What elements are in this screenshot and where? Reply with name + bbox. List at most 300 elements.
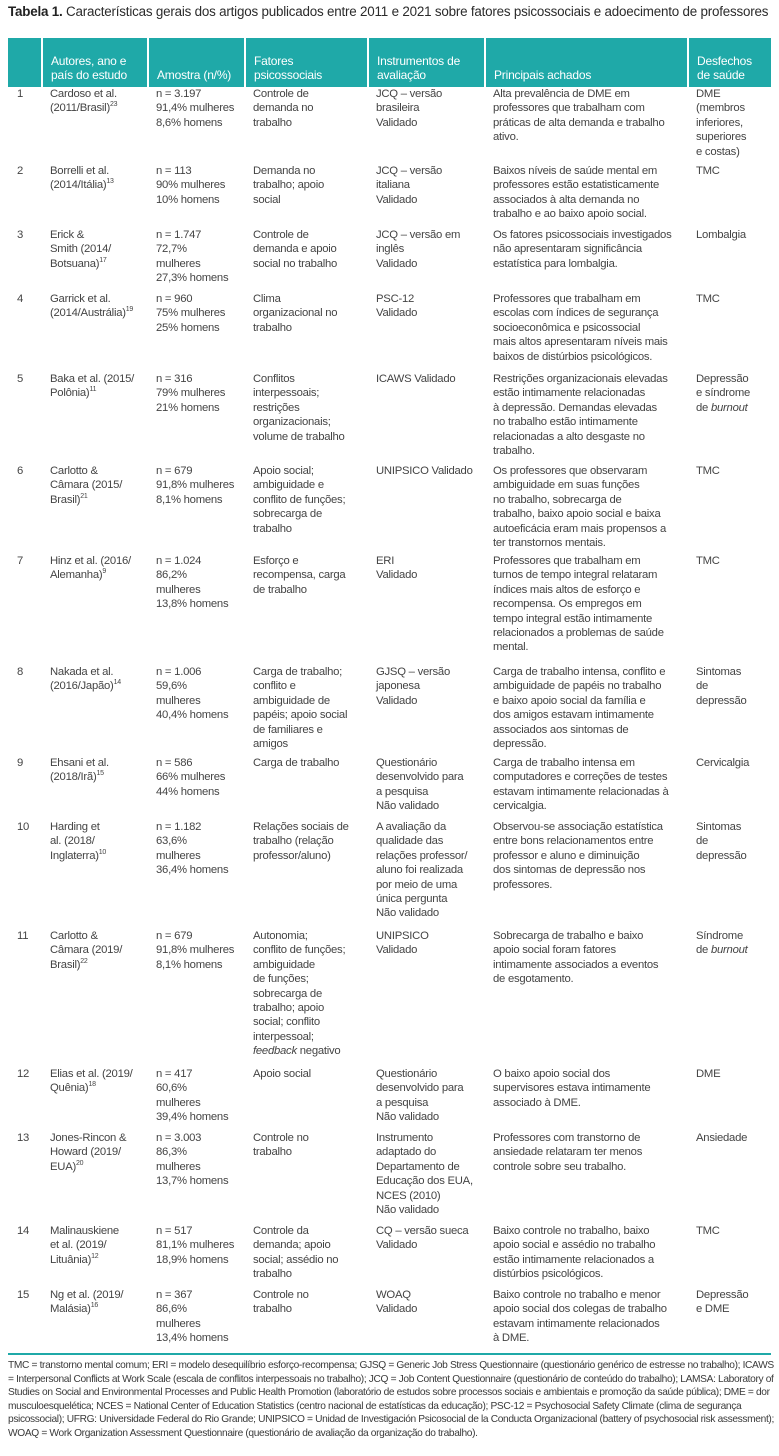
cell-line: UNIPSICO Validado — [376, 465, 473, 477]
cell-outcomes — [688, 87, 771, 164]
cell-factors — [245, 372, 368, 464]
cell-factors — [245, 554, 368, 665]
cell-line: estão intimamente relacionados a — [493, 1253, 654, 1266]
cell-line: brasileira — [376, 102, 420, 115]
cell-line: Questionário — [376, 1068, 438, 1080]
table-row — [8, 292, 771, 372]
cell-line: trabalho — [253, 1268, 292, 1281]
table-bottom-rule — [8, 1353, 771, 1355]
cell-line: por meio de uma — [376, 878, 458, 891]
cell-findings — [485, 87, 688, 164]
cell-line: Ehsani et al. — [50, 757, 109, 769]
reference-number: 16 — [90, 1302, 98, 1310]
cell-line: ICAWS Validado — [376, 373, 456, 385]
cell-authors — [42, 164, 148, 228]
cell-line: DME — [696, 88, 721, 100]
cell-line: Validado — [376, 193, 418, 206]
cell-line: Autonomia; — [253, 930, 308, 942]
cell-line: dos amigos estavam intimamente — [493, 709, 654, 722]
cell-factors — [245, 1288, 368, 1350]
cell-authors — [42, 554, 148, 665]
cell-outcomes — [688, 820, 771, 929]
cell-line: Controle da — [253, 1225, 309, 1237]
cell-line: recompensa, carga — [253, 569, 346, 582]
table-row — [8, 820, 771, 929]
cell-line: Observou-se associação estatística — [493, 821, 663, 833]
cell-line: estatística para lombalgia. — [493, 257, 618, 270]
cell-line: Ansiedade — [696, 1132, 748, 1144]
table-row — [8, 665, 771, 756]
cell-factors — [245, 1067, 368, 1131]
cell-line: única pergunta — [376, 893, 448, 906]
header-col-instruments — [368, 38, 485, 87]
header-col-outcomes — [688, 38, 771, 87]
cell-line: 8,1% homens — [156, 958, 223, 971]
cell-line: mulheres — [156, 583, 201, 596]
cell-line: JCQ – versão — [376, 165, 443, 177]
reference-number: 19 — [125, 306, 134, 314]
cell-line: Borrelli et al. — [50, 165, 110, 177]
cell-line: amigos — [253, 738, 288, 751]
cell-authors — [42, 756, 148, 820]
reference-number: 22 — [80, 957, 88, 965]
cell-line: n = 1.182 — [156, 821, 202, 833]
cell-line: Carlotto & — [50, 465, 98, 477]
cell-line: conflito de funções; — [253, 944, 346, 957]
cell-outcomes — [688, 372, 771, 464]
cell-line: Clima — [253, 293, 281, 305]
cell-line: computadores e correções de testes — [493, 771, 668, 784]
cell-line: Depressão — [696, 1289, 749, 1301]
cell-line: mulheres — [156, 1096, 201, 1109]
cell-line: Howard (2019/ — [50, 1146, 121, 1159]
cell-number: 12 — [17, 1068, 30, 1080]
table-row — [8, 1288, 771, 1350]
cell-line: Esforço e — [253, 555, 299, 567]
cell-line: 60,6% — [156, 1082, 187, 1095]
cell-line: de — [696, 680, 709, 693]
cell-outcomes — [688, 292, 771, 372]
cell-factors — [245, 228, 368, 292]
reference-number: 9 — [102, 568, 107, 576]
cell-line: demanda; apoio — [253, 1239, 331, 1252]
cell-factors — [245, 756, 368, 820]
cell-line: Lituânia)$^{12}$ — [50, 1252, 99, 1266]
cell-line: controle sobre seu trabalho. — [493, 1160, 627, 1173]
cell-line: 91,8% mulheres — [156, 479, 235, 492]
cell-line: cervicalgia. — [493, 800, 547, 813]
cell-number: 5 — [17, 373, 24, 385]
table-label: Tabela 1. — [8, 4, 63, 19]
cell-line: Jones-Rincon & — [50, 1132, 127, 1144]
cell-line: feedback negativo — [253, 1045, 341, 1058]
cell-line: 86,3% — [156, 1146, 187, 1159]
cell-outcomes — [688, 756, 771, 820]
cell-line: social no trabalho — [253, 257, 338, 270]
cell-line: trabalho e ao baixo apoio social. — [493, 208, 647, 221]
cell-line: práticas de alta demanda e trabalho — [493, 116, 665, 129]
cell-findings — [485, 372, 688, 464]
cell-instruments — [368, 929, 485, 1067]
table-row — [8, 554, 771, 665]
cell-findings — [485, 665, 688, 756]
cell-line: DME — [696, 1068, 721, 1080]
cell-line: Restrições organizacionais elevadas — [493, 373, 668, 385]
cell-line: Baixos níveis de saúde mental em — [493, 165, 658, 177]
cell-line: superiores — [696, 131, 747, 144]
cell-line: Professores que trabalham em — [493, 293, 641, 305]
cell-line: apoio social foram fatores — [493, 944, 616, 957]
cell-line: n = 316 — [156, 373, 193, 385]
cell-sample — [148, 820, 245, 929]
cell-sample — [148, 1067, 245, 1131]
cell-number: 11 — [17, 930, 29, 942]
cell-line: relações professor/ — [376, 849, 468, 862]
table-caption — [8, 3, 773, 20]
cell-instruments — [368, 464, 485, 554]
cell-instruments — [368, 1224, 485, 1288]
cell-line: Carga de trabalho — [253, 757, 340, 769]
cell-line: JCQ – versão — [376, 88, 443, 100]
cell-line: trabalho; apoio — [253, 179, 324, 192]
reference-number: 21 — [80, 492, 88, 500]
cell-line: (2011/Brasil)$^{23}$ — [50, 101, 118, 115]
cell-line: italiana — [376, 179, 410, 192]
header-col-sample — [148, 38, 245, 87]
cell-line: Nakada et al. — [50, 666, 114, 678]
cell-line: Baixo controle no trabalho, baixo — [493, 1225, 650, 1237]
cell-line: trabalho — [253, 522, 292, 535]
cell-line: Controle no — [253, 1132, 309, 1144]
header-line: Amostra (n/%) — [157, 68, 232, 82]
cell-line: n = 3.197 — [156, 88, 202, 100]
cell-line: professores estão estatisticamente — [493, 179, 660, 192]
cell-line: ansiedade relataram ter menos — [493, 1146, 643, 1159]
cell-line: Questionário — [376, 757, 438, 769]
cell-factors — [245, 87, 368, 164]
cell-line: 72,7% — [156, 243, 187, 256]
cell-number: 4 — [17, 293, 24, 305]
cell-line: socioeconômica e psicossocial — [493, 321, 641, 334]
cell-line: Não validado — [376, 800, 439, 813]
cell-instruments — [368, 372, 485, 464]
cell-line: 44% homens — [156, 785, 220, 798]
cell-line: UNIPSICO — [376, 930, 429, 942]
cell-line: n = 960 — [156, 293, 193, 305]
cell-line: n = 679 — [156, 930, 193, 942]
cell-line: demanda e apoio — [253, 243, 337, 256]
cell-line: professores que trabalham com — [493, 102, 645, 115]
table-row — [8, 1067, 771, 1131]
cell-line: Validado — [376, 116, 418, 129]
table-row — [8, 464, 771, 554]
cell-outcomes — [688, 464, 771, 554]
cell-findings — [485, 464, 688, 554]
cell-line: trabalho. — [493, 445, 535, 458]
table-title: Características gerais dos artigos publicados entre 2011 e 2021 sobre fatores psicossociais e adoecimento de professores — [62, 4, 769, 19]
table-row — [8, 1131, 771, 1224]
cell-line: japonesa — [376, 680, 420, 693]
cell-instruments — [368, 292, 485, 372]
cell-line: professor e aluno e diminuição — [493, 849, 640, 862]
cell-line: e síndrome — [696, 387, 751, 400]
cell-number: 10 — [17, 821, 30, 833]
cell-line: trabalho; apoio — [253, 1002, 324, 1015]
table-row — [8, 1224, 771, 1288]
cell-line: O baixo apoio social dos — [493, 1068, 611, 1080]
table-row — [8, 372, 771, 464]
table-row — [8, 756, 771, 820]
cell-line: Os fatores psicossociais investigados — [493, 229, 672, 241]
cell-line: conflito e — [253, 680, 296, 693]
cell-line: Validado — [376, 1239, 418, 1252]
cell-line: professores. — [493, 878, 553, 891]
cell-outcomes — [688, 1067, 771, 1131]
cell-line: (2018/Irã)$^{15}$ — [50, 770, 104, 784]
cell-line: Harding et — [50, 821, 100, 833]
cell-instruments — [368, 554, 485, 665]
cell-line: baixos de distúrbios psicológicos. — [493, 350, 653, 363]
cell-sample — [148, 87, 245, 164]
cell-line: no trabalho estão intimamente — [493, 416, 638, 429]
cell-line: Sintomas — [696, 666, 742, 678]
cell-outcomes — [688, 554, 771, 665]
cell-line: 25% homens — [156, 321, 220, 334]
cell-line: 66% mulheres — [156, 771, 226, 784]
cell-sample — [148, 228, 245, 292]
cell-factors — [245, 1131, 368, 1224]
cell-line: tempo integral estão intimamente — [493, 612, 653, 625]
cell-line: Quênia)$^{18}$ — [50, 1081, 96, 1095]
cell-line: Não validado — [376, 1204, 439, 1217]
cell-line: conflito de funções; — [253, 493, 346, 506]
cell-sample — [148, 292, 245, 372]
cell-line: relacionados a problemas de saúde — [493, 627, 664, 640]
cell-line: de burnout — [696, 401, 748, 414]
cell-line: social; assédio no — [253, 1253, 339, 1266]
cell-instruments — [368, 228, 485, 292]
cell-line: Alemanha)$^9$ — [50, 568, 107, 582]
header-col-authors — [42, 38, 148, 87]
cell-line: n = 3.003 — [156, 1132, 202, 1144]
cell-line: Alta prevalência de DME em — [493, 88, 630, 100]
cell-line: desenvolvido para — [376, 771, 464, 784]
cell-findings — [485, 1067, 688, 1131]
cell-line: mental. — [493, 641, 529, 654]
cell-line: Baka et al. (2015/ — [50, 373, 135, 385]
cell-line: 79% mulheres — [156, 387, 226, 400]
table-row — [8, 228, 771, 292]
cell-line: trabalho — [253, 321, 292, 334]
cell-line: et al. (2019/ — [50, 1239, 107, 1252]
cell-line: trabalho — [253, 1303, 292, 1316]
cell-line: estão intimamente relacionadas — [493, 387, 646, 400]
cell-line: social; conflito — [253, 1016, 320, 1029]
cell-line: qualidade das — [376, 835, 444, 848]
cell-line: mulheres — [156, 694, 201, 707]
cell-line: 81,1% mulheres — [156, 1239, 235, 1252]
cell-line: Carga de trabalho; — [253, 666, 343, 678]
header-line: Fatores — [254, 54, 294, 68]
cell-line: índices mais altos de esforço e — [493, 583, 641, 596]
cell-line: 8,6% homens — [156, 116, 223, 129]
cell-line: Validado — [376, 1303, 418, 1316]
cell-line: adaptado do — [376, 1146, 437, 1159]
cell-line: distúrbios psicológicos. — [493, 1268, 604, 1281]
cell-line: mais altos apresentaram níveis mais — [493, 336, 668, 349]
cell-line: de esgotamento. — [493, 973, 574, 986]
header-line: de saúde — [697, 68, 745, 82]
cell-findings — [485, 1131, 688, 1224]
cell-line: n = 1.006 — [156, 666, 202, 678]
cell-line: supervisores estava intimamente — [493, 1082, 651, 1095]
cell-line: apoio social dos colegas de trabalho — [493, 1303, 667, 1316]
cell-authors — [42, 1131, 148, 1224]
cell-line: 36,4% homens — [156, 864, 229, 877]
reference-number: 13 — [106, 178, 114, 186]
cell-line: entre bons relacionamentos entre — [493, 835, 654, 848]
cell-number: 15 — [17, 1289, 30, 1301]
cell-line: Não validado — [376, 1111, 439, 1124]
cell-line: ativo. — [493, 131, 519, 144]
cell-line: escolas com índices de segurança — [493, 307, 659, 320]
cell-outcomes — [688, 1131, 771, 1224]
cell-line: sobrecarga de — [253, 987, 322, 1000]
cell-sample — [148, 372, 245, 464]
cell-line: mulheres — [156, 1160, 201, 1173]
cell-line: TMC — [696, 165, 720, 177]
cell-line: trabalho — [253, 116, 292, 129]
cell-findings — [485, 756, 688, 820]
cell-line: Botsuana)$^{17}$ — [50, 256, 107, 270]
cell-line: ambiguidade em suas funções — [493, 479, 640, 492]
cell-line: professor/aluno) — [253, 849, 331, 862]
cell-outcomes — [688, 1224, 771, 1288]
cell-line: Câmara (2015/ — [50, 479, 123, 492]
cell-line: trabalho (relação — [253, 835, 334, 848]
cell-line: Ng et al. (2019/ — [50, 1289, 124, 1301]
cell-findings — [485, 228, 688, 292]
cell-sample — [148, 164, 245, 228]
cell-line: ambiguidade — [253, 958, 315, 971]
cell-findings — [485, 820, 688, 929]
cell-line: 10% homens — [156, 193, 220, 206]
cell-outcomes — [688, 929, 771, 1067]
cell-authors — [42, 1224, 148, 1288]
cell-instruments — [368, 756, 485, 820]
cell-line: recompensa. Os empregos em — [493, 598, 642, 611]
cell-line: Validado — [376, 569, 418, 582]
cell-line: EUA)$^{20}$ — [50, 1159, 84, 1173]
studies-table — [8, 38, 771, 1350]
cell-sample — [148, 665, 245, 756]
cell-line: 90% mulheres — [156, 179, 226, 192]
header-line: Autores, ano e — [51, 54, 127, 68]
cell-line: TMC — [696, 1225, 720, 1237]
table-body — [8, 87, 771, 1350]
table-header-row — [8, 38, 771, 87]
cell-authors — [42, 87, 148, 164]
cell-line: Departamento de — [376, 1160, 460, 1173]
cell-authors — [42, 228, 148, 292]
cell-findings — [485, 1288, 688, 1350]
cell-line: Brasil)$^{22}$ — [50, 957, 88, 971]
cell-line: ambiguidade de — [253, 694, 330, 707]
cell-line: trabalho — [253, 1146, 292, 1159]
cell-line: de familiares e — [253, 723, 323, 736]
cell-line: Síndrome — [696, 930, 743, 942]
cell-line: de trabalho — [253, 583, 307, 596]
header-line: Principais achados — [494, 68, 592, 82]
cell-line: PSC-12 — [376, 293, 415, 305]
cell-line: Carga de trabalho intensa em — [493, 757, 635, 769]
cell-line: Sintomas — [696, 821, 742, 833]
cell-line: Câmara (2019/ — [50, 944, 123, 957]
header-line: Instrumentos de — [377, 54, 461, 68]
header-col-findings — [485, 38, 688, 87]
cell-line: Não validado — [376, 907, 439, 920]
cell-line: Apoio social; — [253, 465, 314, 477]
cell-number: 14 — [17, 1225, 30, 1237]
cell-outcomes — [688, 1288, 771, 1350]
cell-line: aluno foi realizada — [376, 864, 463, 877]
cell-line: a pesquisa — [376, 1096, 429, 1109]
cell-line: e DME — [696, 1303, 730, 1316]
cell-line: Validado — [376, 307, 418, 320]
reference-number: 12 — [91, 1252, 99, 1260]
cell-line: Controle de — [253, 229, 309, 241]
cell-line: demanda no — [253, 102, 314, 115]
cell-line: GJSQ – versão — [376, 666, 450, 678]
cell-line: inferiores, — [696, 116, 743, 129]
reference-number: 23 — [109, 101, 118, 109]
cell-line: (2014/Itália)$^{13}$ — [50, 178, 114, 192]
cell-line: ambiguidade e — [253, 479, 324, 492]
cell-factors — [245, 164, 368, 228]
cell-factors — [245, 464, 368, 554]
cell-factors — [245, 820, 368, 929]
cell-line: depressão — [696, 694, 747, 707]
cell-line: relacionadas a alto desgaste no — [493, 430, 645, 443]
cell-line: depressão. — [493, 738, 547, 751]
cell-line: n = 417 — [156, 1068, 193, 1080]
cell-line: Validado — [376, 257, 418, 270]
cell-line: TMC — [696, 555, 720, 567]
header-line: Desfechos — [697, 54, 752, 68]
cell-line: Depressão — [696, 373, 749, 385]
cell-line: associados à alta demanda no — [493, 193, 640, 206]
cell-line: turnos de tempo integral relataram — [493, 569, 658, 582]
cell-line: n = 517 — [156, 1225, 193, 1237]
table-row — [8, 87, 771, 164]
cell-line: (membros — [696, 102, 745, 115]
cell-line: Inglaterra)$^{10}$ — [50, 848, 107, 862]
cell-authors — [42, 292, 148, 372]
cell-line: e costas) — [696, 145, 740, 158]
cell-sample — [148, 464, 245, 554]
cell-authors — [42, 1067, 148, 1131]
cell-line: dos sintomas de depressão nos — [493, 864, 646, 877]
cell-line: apoio social e assédio no trabalho — [493, 1239, 656, 1252]
cell-line: e baixo apoio social da família e — [493, 694, 646, 707]
cell-line: mulheres — [156, 257, 201, 270]
cell-line: n = 367 — [156, 1289, 193, 1301]
cell-line: 13,8% homens — [156, 598, 229, 611]
reference-number: 11 — [89, 386, 97, 394]
cell-authors — [42, 464, 148, 554]
cell-line: ambiguidade de papéis no trabalho — [493, 680, 662, 693]
cell-line: Professores que trabalham em — [493, 555, 641, 567]
